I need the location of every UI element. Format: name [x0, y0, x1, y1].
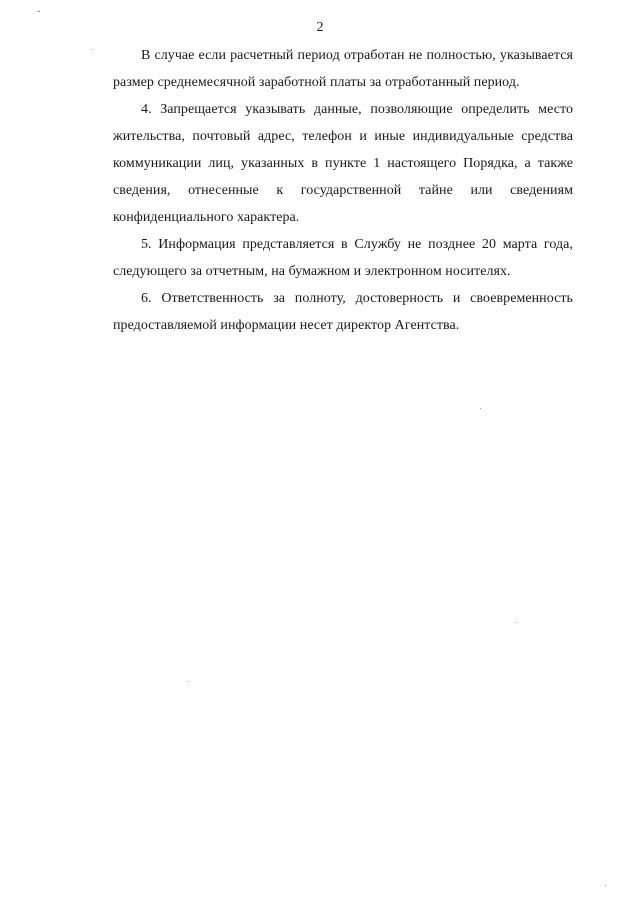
paragraph-item-4: 4. Запрещается указывать данные, позволяющие определить место жительства, почтовый адрес, телефон и иные индивидуальные средства коммуникации лиц, указанных в пункте 1 настоящего Порядка, а также сведения, отнесенные к государственной тайне или сведениям конфиденциального характера.: [113, 102, 573, 225]
paragraph-item-5: 5. Информация представляется в Службу не позднее 20 марта года, следующего за отчетным, на бумажном и электронном носителях.: [113, 237, 573, 279]
scan-speck: [605, 885, 606, 886]
scan-speck: [92, 49, 93, 50]
scan-speck: [516, 622, 517, 623]
document-body: [113, 42, 573, 339]
scan-speck: [37, 11, 40, 12]
scan-speck: [188, 681, 189, 682]
page-number: 2: [316, 20, 324, 35]
paragraph-partial-period: В случае если расчетный период отработан не полностью, указывается размер среднемесячной заработной платы за отработанный период.: [113, 48, 573, 90]
scan-speck: [480, 408, 481, 409]
paragraph-item-6: 6. Ответственность за полноту, достоверность и своевременность предоставляемой информации несет директор Агентства.: [113, 291, 573, 333]
